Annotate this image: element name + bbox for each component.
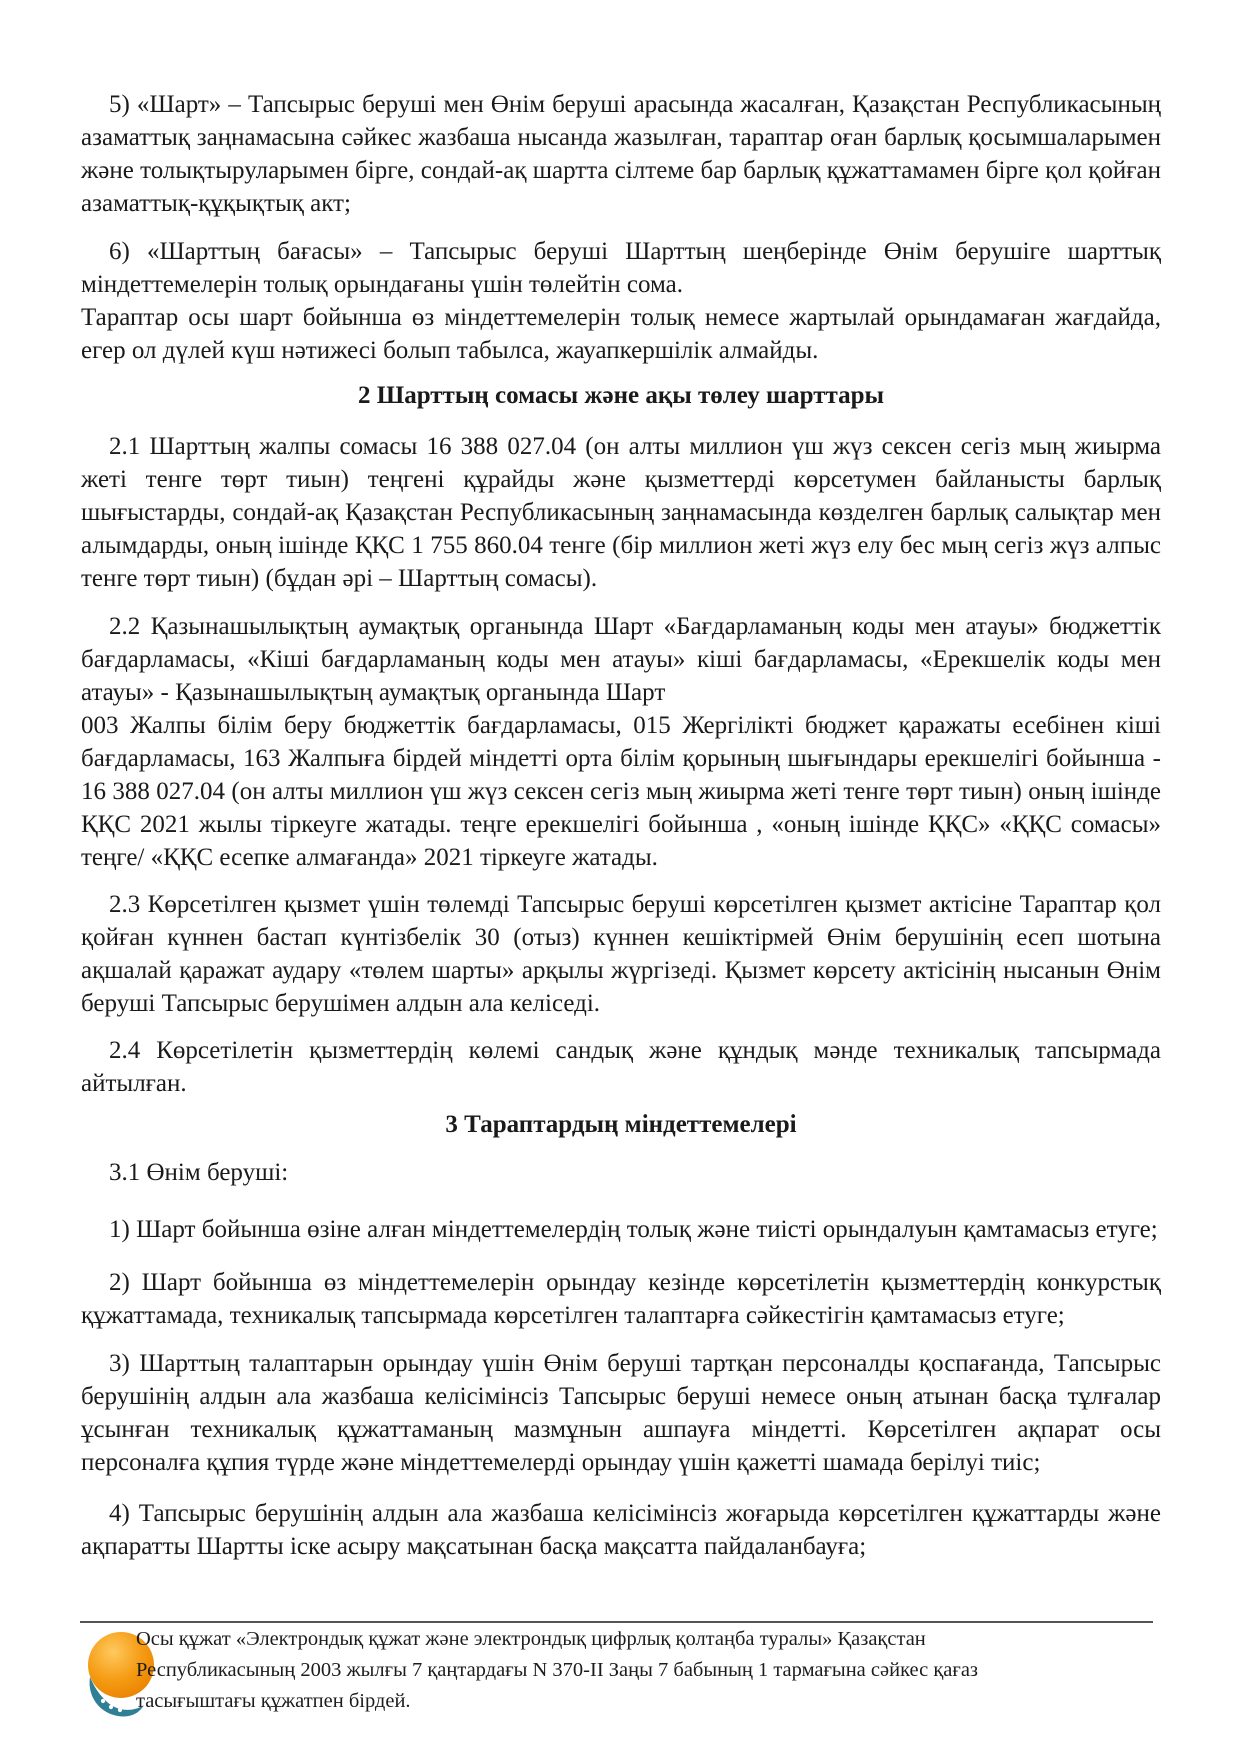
clause-3-1: 3.1 Өнім беруші: [109,1159,289,1186]
footer-divider [80,1621,1153,1623]
obligation-item-1: 1) Шарт бойынша өзіне алған міндеттемелердің толық және тиісті орындалуын қамтамасыз етуге; [109,1216,1158,1243]
footer-disclaimer-line-1: Осы құжат «Электрондық құжат және электрондық цифрлық қолтаңба туралы» Қазақстан [136,1628,926,1650]
clause-2-2-part2: 003 Жалпы білім беру бюджеттік бағдарламасы, 015 Жергілікті бюджет қаражаты есебінен кіші бағдарламасы, 163 Жалпыға бірдей міндетті орта білім қорының шығындары ерекшелігі бойынша - 16 388 027.04 (он алты миллион үш жүз сексен сегіз мың жиырма жеті тенге төрт тиын) оның ішінде ҚҚС 2021 жылы тіркеуге жатады. теңге ерекшелігі бойынша , «оның ішінде ҚҚС» «ҚҚС сомасы» теңге/ «ҚҚС есепке алмағанда» 2021 тіркеуге жатады. [81,712,1161,871]
footer-disclaimer-line-2: Республикасының 2003 жылғы 7 қаңтардағы N 370-II Заңы 7 бабының 1 тармағына сәйкес қағаз [136,1659,979,1681]
clause-2-2-part1: 2.2 Қазынашылықтың аумақтық органында Шарт «Бағдарламаның коды мен атауы» бюджеттік бағдарламасы, «Кіші бағдарламаның коды мен атауы» кіші бағдарламасы, «Ерекшелік коды мен атауы» - Қазынашылықтың аумақтық органында Шарт [81,613,1161,706]
section-3-heading: 3 Тараптардың міндеттемелері [445,1111,797,1138]
clause-2-4: 2.4 Көрсетілетін қызметтердің көлемі сандық және құндық мәнде техникалық тапсырмада айтылған. [81,1037,1161,1097]
obligation-item-2: 2) Шарт бойынша өз міндеттемелерін орындау кезінде көрсетілетін қызметтердің конкурстық құжаттамада, техникалық тапсырмада көрсетілген талаптарға сәйкестігін қамтамасыз етуге; [81,1269,1161,1329]
clause-5-definition: 5) «Шарт» – Тапсырыс беруші мен Өнім беруші арасында жасалған, Қазақстан Республикасының азаматтық заңнамасына сәйкес жазбаша нысанда жазылған, тараптар оған барлық қосымшаларымен және толықтыруларымен бірге, сондай-ақ шартта сілтеме бар барлық құжаттамамен бірге қол қойған азаматтық-құқықтық акт; [81,91,1161,217]
obligation-item-4: 4) Тапсырыс берушінің алдын ала жазбаша келісімінсіз жоғарыда көрсетілген құжаттарды және ақпаратты Шартты іске асыру мақсатынан басқа мақсатта пайдаланбауға; [81,1500,1161,1560]
section-2-heading: 2 Шарттың сомасы және ақы төлеу шарттары [357,382,884,409]
clause-2-3: 2.3 Көрсетілген қызмет үшін төлемді Тапсырыс беруші көрсетілген қызмет актісіне Тараптар қол қойған күннен бастап күнтізбелік 30 (отыз) күннен кешіктірмей Өнім берушінің есеп шотына ақшалай қаражат аудару «төлем шарты» арқылы жүргізеді. Қызмет көрсету актісінің нысанын Өнім беруші Тапсырыс берушімен алдын ала келіседі. [81,891,1161,1017]
footer-disclaimer [136,1624,1116,1717]
obligation-item-3: 3) Шарттың талаптарын орындау үшін Өнім беруші тартқан персоналды қоспағанда, Тапсырыс берушінің алдын ала жазбаша келісімінсіз Тапсырыс беруші немесе оның атынан басқа тұлғалар ұсынған техникалық құжаттаманың мазмұнын ашпауға міндетті. Көрсетілген ақпарат осы персоналға құпия түрде және міндеттемелерді орындау үшін қажетті шамада берілуі тиіс; [81,1350,1161,1476]
stamp-dot [118,1708,122,1712]
clause-6-definition: 6) «Шарттың бағасы» – Тапсырыс беруші Шарттың шеңберінде Өнім берушіге шарттық міндеттемелерін толық орындағаны үшін төлейтін сома. [81,238,1161,298]
footer-disclaimer-line-3: тасығыштағы құжатпен бірдей. [136,1690,411,1712]
clause-6-note: Тараптар осы шарт бойынша өз міндеттемелерін толық немесе жартылай орындамаған жағдайда, егер ол дүлей күш нәтижесі болып табылса, жауапкершілік алмайды. [81,304,1161,364]
stamp-dot [109,1705,113,1709]
clause-2-1: 2.1 Шарттың жалпы сомасы 16 388 027.04 (он алты миллион үш жүз сексен сегіз мың жиырма жеті тенге төрт тиын) теңгені құрайды және қызметтерді көрсетумен байланысты барлық шығыстарды, сондай-ақ Қазақстан Республикасының заңнамасында көзделген барлық салықтар мен алымдарды, оның ішінде ҚҚС 1 755 860.04 тенге (бір миллион жеті жүз елу бес мың сегіз жүз алпыс тенге төрт тиын) (бұдан әрі – Шарттың сомасы). [81,433,1161,592]
stamp-dot [101,1699,105,1703]
contract-body [81,88,1161,1563]
